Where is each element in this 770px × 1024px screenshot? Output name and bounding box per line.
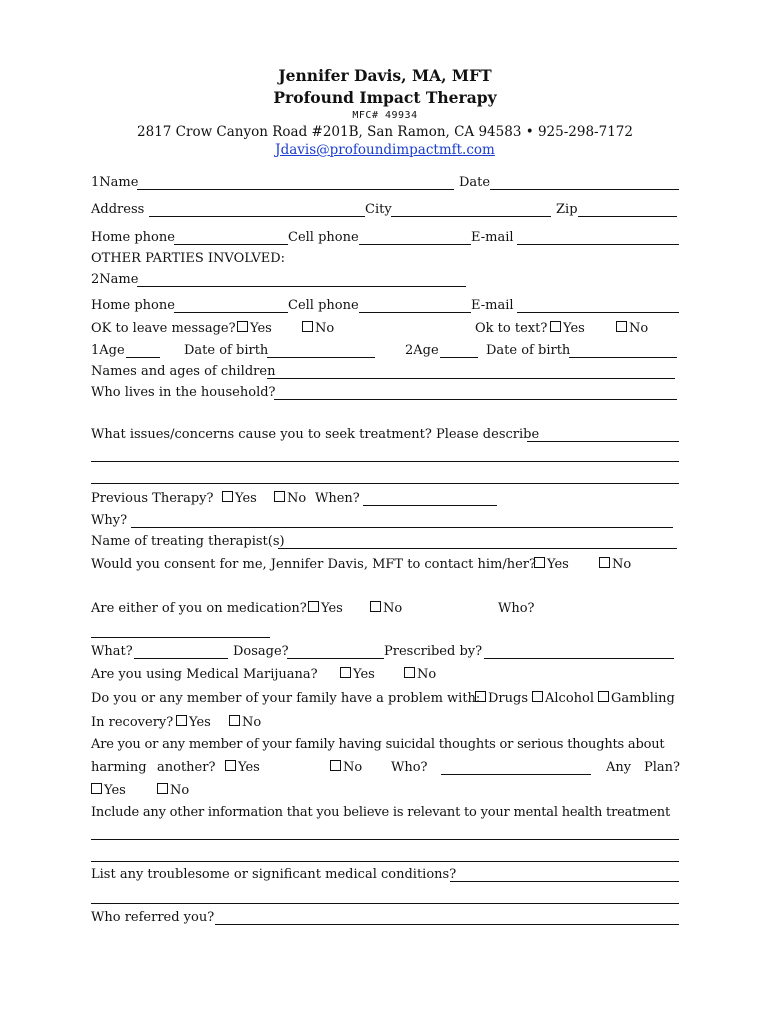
consent-label: Would you consent for me, Jennifer Davis, MFT to contact him/her?	[91, 557, 536, 572]
alcohol-label: Alcohol	[545, 691, 595, 706]
other-parties-heading: OTHER PARTIES INVOLVED:	[91, 251, 286, 266]
row-name1	[91, 175, 679, 195]
yes-label: Yes	[238, 760, 260, 775]
address-field[interactable]	[149, 202, 365, 217]
referred-label: Who referred you?	[91, 910, 215, 925]
email-label: E-mail	[471, 230, 514, 245]
no-label: No	[315, 321, 335, 336]
why-field[interactable]	[131, 513, 673, 528]
issues-line-3[interactable]	[91, 483, 679, 484]
consent-no[interactable]	[599, 557, 631, 572]
children-label: Names and ages of children	[91, 364, 276, 379]
email-field[interactable]	[517, 230, 679, 245]
email-field-2[interactable]	[517, 298, 679, 313]
no-label: No	[383, 601, 403, 616]
prev-therapy-yes[interactable]	[222, 491, 257, 506]
another-label: another?	[157, 760, 216, 775]
what-field[interactable]	[134, 644, 228, 659]
checkbox-icon	[598, 691, 609, 702]
age1-field[interactable]	[126, 343, 160, 358]
date-label: Date	[459, 175, 491, 190]
row-therapist	[91, 534, 679, 554]
consent-yes[interactable]	[534, 557, 569, 572]
no-label: No	[242, 715, 262, 730]
row-medical	[91, 867, 679, 887]
ok-text-yes[interactable]	[550, 321, 585, 336]
plan-label: Plan?	[644, 760, 680, 775]
row-issues	[91, 427, 679, 447]
row-prev-therapy	[91, 491, 679, 511]
medication-no[interactable]	[370, 601, 402, 616]
checkbox-icon	[532, 691, 543, 702]
checkbox-icon	[176, 715, 187, 726]
alcohol-option[interactable]	[532, 691, 594, 706]
name1-field[interactable]	[137, 175, 454, 190]
zip-label: Zip	[556, 202, 578, 217]
name1-label: 1Name	[91, 175, 139, 190]
yes-label: Yes	[189, 715, 211, 730]
row-what-dosage	[91, 644, 679, 664]
marijuana-no[interactable]	[404, 667, 436, 682]
referred-field[interactable]	[215, 910, 679, 925]
row-why	[91, 513, 679, 533]
age2-field[interactable]	[440, 343, 478, 358]
name2-field[interactable]	[137, 272, 466, 287]
row-other-parties	[91, 251, 679, 271]
therapist-label: Name of treating therapist(s)	[91, 534, 285, 549]
no-label: No	[343, 760, 363, 775]
ok-text-no[interactable]	[616, 321, 648, 336]
gambling-label: Gambling	[611, 691, 675, 706]
dob1-field[interactable]	[267, 343, 375, 358]
harming-yes[interactable]	[225, 760, 260, 775]
row-harming	[91, 760, 679, 780]
recovery-yes[interactable]	[176, 715, 211, 730]
yes-label: Yes	[353, 667, 375, 682]
dob1-label: Date of birth	[184, 343, 269, 358]
row-problem	[91, 691, 679, 711]
medication-yes[interactable]	[308, 601, 343, 616]
checkbox-icon	[340, 667, 351, 678]
prev-therapy-label: Previous Therapy?	[91, 491, 214, 506]
no-label: No	[417, 667, 437, 682]
row-ok-message	[91, 321, 679, 341]
issues-line-2[interactable]	[91, 461, 679, 462]
age1-label: 1Age	[91, 343, 125, 358]
dob2-label: Date of birth	[486, 343, 571, 358]
dob2-field[interactable]	[569, 343, 677, 358]
ok-message-no[interactable]	[302, 321, 334, 336]
row-ages	[91, 343, 679, 363]
harming-label: harming	[91, 760, 147, 775]
license-number: MFC# 49934	[352, 110, 418, 121]
ok-text-label: Ok to text?	[475, 321, 548, 336]
practice-name: Profound Impact Therapy	[273, 88, 497, 107]
checkbox-icon	[225, 760, 236, 771]
cell-phone-label: Cell phone	[288, 230, 359, 245]
children-field[interactable]	[267, 364, 675, 379]
row-phones1	[91, 230, 679, 250]
suicidal-label: Are you or any member of your family having suicidal thoughts or serious thoughts about	[91, 737, 665, 752]
yes-label: Yes	[563, 321, 585, 336]
ok-message-yes[interactable]	[237, 321, 272, 336]
checkbox-icon	[222, 491, 233, 502]
checkbox-icon	[550, 321, 561, 332]
row-address	[91, 202, 679, 222]
yes-label: Yes	[250, 321, 272, 336]
checkbox-icon	[308, 601, 319, 612]
checkbox-icon	[157, 783, 168, 794]
yes-label: Yes	[235, 491, 257, 506]
email-link[interactable]: Jdavis@profoundimpactmft.com	[275, 142, 495, 158]
what-label: What?	[91, 644, 133, 659]
medication-label: Are either of you on medication?	[91, 601, 307, 616]
no-label: No	[629, 321, 649, 336]
drugs-label: Drugs	[488, 691, 529, 706]
row-suicidal	[91, 737, 679, 757]
yes-label: Yes	[547, 557, 569, 572]
email-label-2: E-mail	[471, 298, 514, 313]
medical-label: List any troublesome or significant medical conditions?	[91, 867, 457, 882]
home-phone-label: Home phone	[91, 230, 175, 245]
prev-therapy-no[interactable]	[274, 491, 306, 506]
plan-yes[interactable]	[91, 783, 126, 798]
recovery-no[interactable]	[229, 715, 261, 730]
checkbox-icon	[475, 691, 486, 702]
row-household	[91, 385, 679, 405]
checkbox-icon	[91, 783, 102, 794]
dosage-label: Dosage?	[233, 644, 289, 659]
prescribed-field[interactable]	[484, 644, 674, 659]
row-medication	[91, 601, 679, 621]
checkbox-icon	[302, 321, 313, 332]
row-plan-options	[91, 783, 679, 803]
row-marijuana	[91, 667, 679, 687]
prescribed-label: Prescribed by?	[384, 644, 483, 659]
home-phone-field-2[interactable]	[174, 298, 288, 313]
include-line-1[interactable]	[91, 839, 679, 840]
problem-label: Do you or any member of your family have a problem with:	[91, 691, 481, 706]
therapist-field[interactable]	[278, 534, 677, 549]
checkbox-icon	[599, 557, 610, 568]
when-label: When?	[315, 491, 360, 506]
checkbox-icon	[330, 760, 341, 771]
harming-who-field[interactable]	[441, 760, 591, 775]
home-phone-label-2: Home phone	[91, 298, 175, 313]
dosage-field[interactable]	[287, 644, 384, 659]
any-label: Any	[606, 760, 632, 775]
household-field[interactable]	[274, 385, 677, 400]
home-phone-field[interactable]	[174, 230, 288, 245]
therapist-name: Jennifer Davis, MA, MFT	[278, 66, 492, 85]
issues-field[interactable]	[527, 427, 679, 442]
why-label: Why?	[91, 513, 128, 528]
date-field[interactable]	[490, 175, 679, 190]
row-name2	[91, 272, 679, 292]
row-consent	[91, 557, 679, 577]
checkbox-icon	[370, 601, 381, 612]
harming-no[interactable]	[330, 760, 362, 775]
no-label: No	[612, 557, 632, 572]
checkbox-icon	[237, 321, 248, 332]
no-label: No	[287, 491, 307, 506]
checkbox-icon	[534, 557, 545, 568]
age2-label: 2Age	[405, 343, 439, 358]
cell-phone-label-2: Cell phone	[288, 298, 359, 313]
medical-field[interactable]	[450, 867, 679, 882]
include-line-2[interactable]	[91, 861, 679, 862]
name2-label: 2Name	[91, 272, 139, 287]
include-label: Include any other information that you believe is relevant to your mental health treatment	[91, 805, 670, 820]
harming-who-label: Who?	[391, 760, 428, 775]
city-field[interactable]	[391, 202, 551, 217]
yes-label: Yes	[321, 601, 343, 616]
household-label: Who lives in the household?	[91, 385, 276, 400]
cell-phone-field[interactable]	[359, 230, 471, 245]
recovery-label: In recovery?	[91, 715, 174, 730]
row-include	[91, 805, 679, 825]
ok-message-label: OK to leave message?	[91, 321, 236, 336]
checkbox-icon	[616, 321, 627, 332]
checkbox-icon	[229, 715, 240, 726]
drugs-option[interactable]	[475, 691, 528, 706]
yes-label: Yes	[104, 783, 126, 798]
row-recovery	[91, 715, 679, 735]
cell-phone-field-2[interactable]	[359, 298, 471, 313]
checkbox-icon	[404, 667, 415, 678]
row-referred	[91, 910, 679, 930]
who-field[interactable]	[91, 637, 270, 638]
marijuana-yes[interactable]	[340, 667, 375, 682]
who-label: Who?	[498, 601, 535, 616]
issues-label: What issues/concerns cause you to seek treatment? Please describe	[91, 427, 540, 442]
checkbox-icon	[274, 491, 285, 502]
when-field[interactable]	[363, 491, 497, 506]
gambling-option[interactable]	[598, 691, 675, 706]
city-label: City	[365, 202, 392, 217]
zip-field[interactable]	[578, 202, 677, 217]
plan-no[interactable]	[157, 783, 189, 798]
medical-line-2[interactable]	[91, 903, 679, 904]
practice-address: 2817 Crow Canyon Road #201B, San Ramon, CA 94583 • 925-298-7172	[137, 124, 633, 140]
address-label: Address	[91, 202, 145, 217]
no-label: No	[170, 783, 190, 798]
marijuana-label: Are you using Medical Marijuana?	[91, 667, 318, 682]
row-phones2	[91, 298, 679, 318]
row-children	[91, 364, 679, 384]
